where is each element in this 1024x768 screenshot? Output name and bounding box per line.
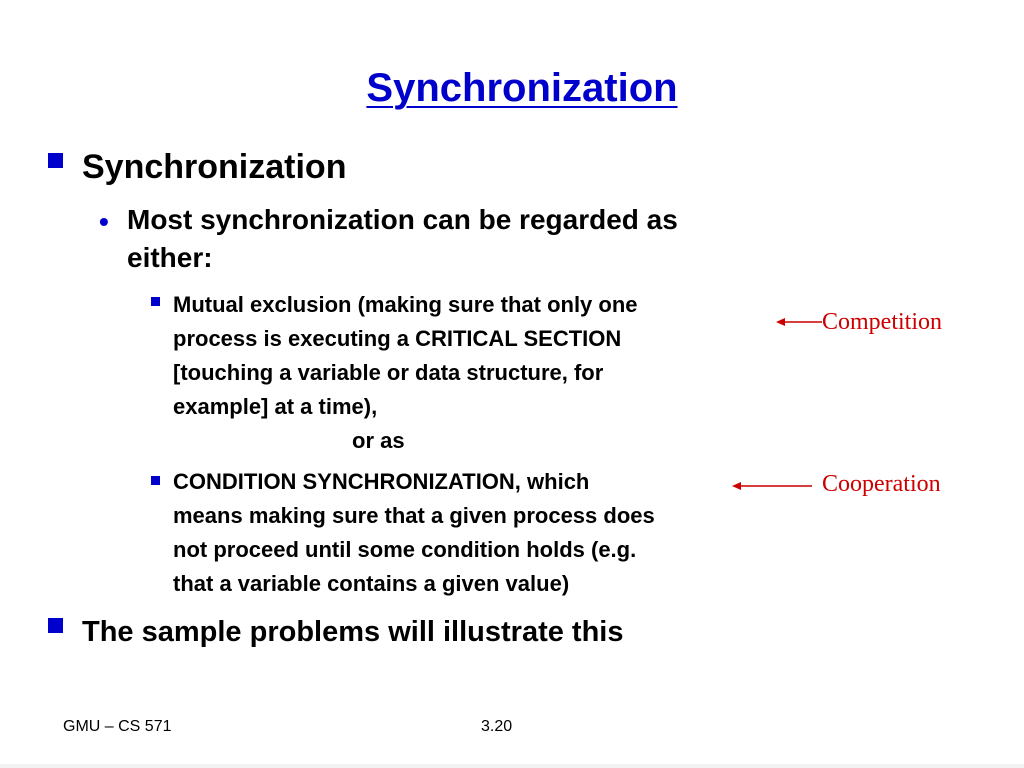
- square-bullet-icon: [48, 153, 63, 168]
- competition-label: Competition: [822, 309, 942, 335]
- connector-text: or as: [352, 428, 405, 453]
- slide-title: Synchronization: [366, 66, 678, 110]
- item-line: example] at a time),: [173, 394, 378, 419]
- item-line: [touching a variable or data structure, for: [173, 360, 604, 385]
- item-line: means making sure that a given process does: [173, 503, 655, 528]
- round-bullet-icon: •: [99, 206, 109, 237]
- item-line: Mutual exclusion (making sure that only one: [173, 292, 638, 317]
- item-line: CONDITION SYNCHRONIZATION, which: [173, 469, 590, 494]
- small-square-bullet-icon: [151, 476, 160, 485]
- bullet-synchronization: Synchronization: [82, 148, 347, 186]
- bottom-divider: [0, 764, 1024, 768]
- item-line: process is executing a CRITICAL SECTION: [173, 326, 622, 351]
- competition-arrow-icon: [776, 314, 822, 330]
- cooperation-label: Cooperation: [822, 471, 941, 497]
- sub-bullet-text: [127, 201, 817, 277]
- sub-bullet-line: either:: [127, 242, 213, 273]
- item-line: that a variable contains a given value): [173, 571, 570, 596]
- bullet-sample-problems: The sample problems will illustrate this: [82, 616, 624, 648]
- cooperation-arrow-icon: [732, 478, 812, 494]
- sub-bullet-line: Most synchronization can be regarded as: [127, 204, 678, 235]
- footer-page-number: 3.20: [481, 718, 513, 735]
- item-line: not proceed until some condition holds (e.g.: [173, 537, 637, 562]
- square-bullet-icon: [48, 618, 63, 633]
- footer-course: GMU – CS 571: [63, 718, 172, 735]
- small-square-bullet-icon: [151, 297, 160, 306]
- mutual-exclusion-item: [173, 288, 638, 458]
- condition-synchronization-item: [173, 465, 655, 601]
